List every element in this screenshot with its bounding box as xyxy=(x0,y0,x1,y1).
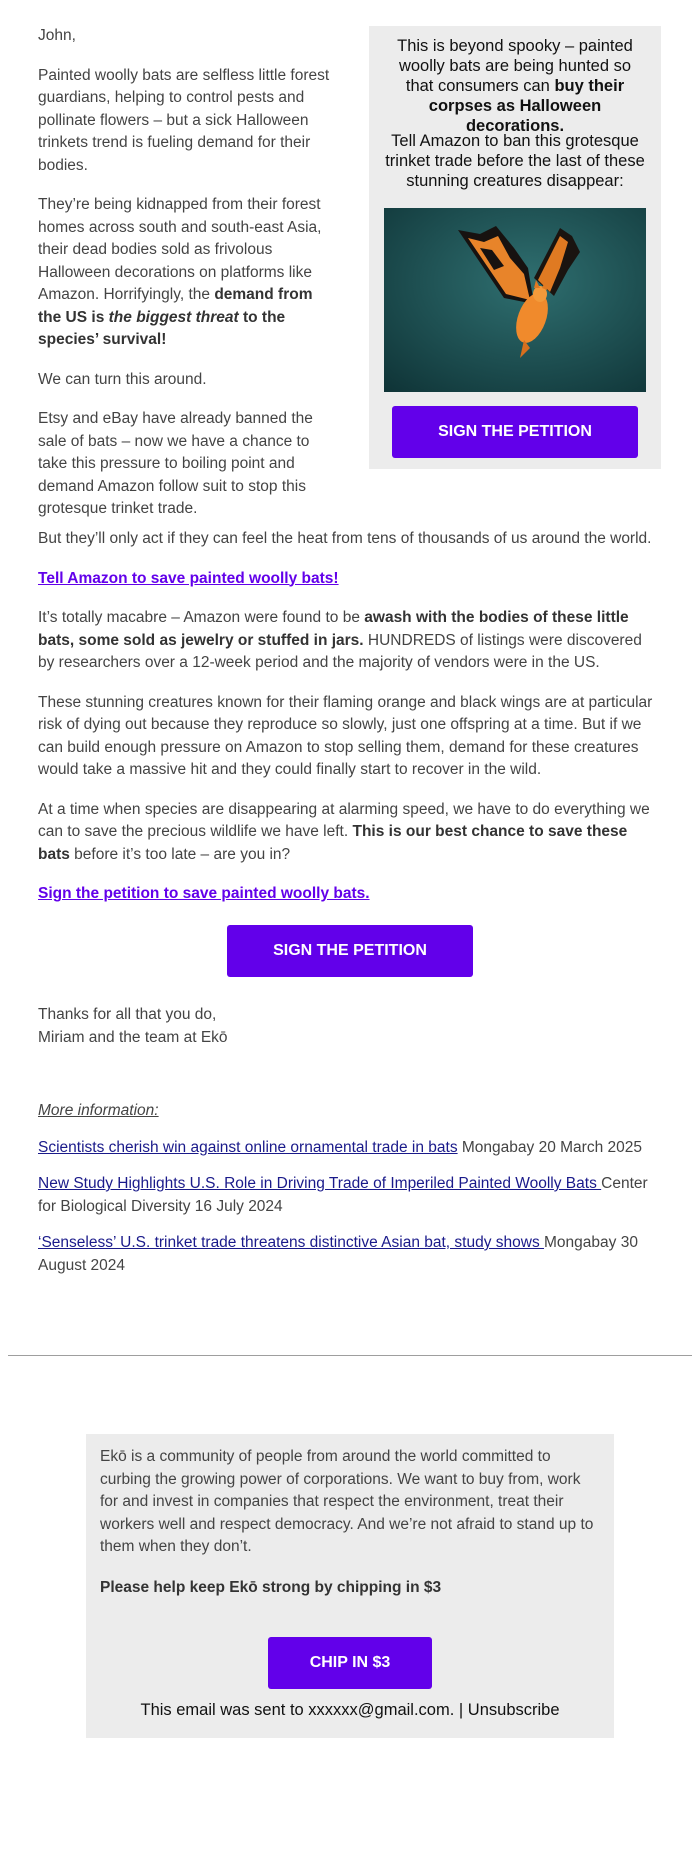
body-p4-bold: This is our best chance to save these bats xyxy=(38,823,628,863)
intro-p2-bold-italic: the biggest threat xyxy=(108,308,239,326)
body-p4-text-b: before it’s too late – are you in? xyxy=(69,845,291,863)
intro-column xyxy=(38,25,338,538)
signoff-line-2: Miriam and the team at Ekō xyxy=(38,1028,228,1046)
more-info-link-3[interactable]: ‘Senseless’ U.S. trinket trade threatens distinctive Asian bat, study shows xyxy=(38,1234,545,1251)
email-sent-notice xyxy=(86,1701,614,1720)
sidebar-text-2: Tell Amazon to ban this grotesque trinket trade before the last of these stunning creatures disappear: xyxy=(385,132,645,190)
intro-paragraph-3: We can turn this around. xyxy=(38,370,207,388)
bat-photo[interactable] xyxy=(384,208,646,392)
body-p4-text-a: At a time when species are disappearing at alarming speed, we have to do everything we can to save the precious wildlife we have left. xyxy=(38,800,650,840)
petition-sidebar xyxy=(369,26,661,469)
sent-prefix: This email was sent to xyxy=(140,1701,309,1719)
more-info-link-1[interactable]: Scientists cherish win against online ornamental trade in bats xyxy=(38,1138,458,1156)
more-info-heading xyxy=(38,1100,662,1123)
intro-paragraph-1: Painted woolly bats are selfless little forest guardians, helping to control pests and pollinate flowers – but a sick Halloween trinkets trend is fueling demand for their bodies. xyxy=(38,66,330,174)
intro-paragraph-2 xyxy=(38,194,338,352)
intro-p2-text: They’re being kidnapped from their forest homes across south and south-east Asia, their dead bodies sold as frivolous Halloween decorations on platforms like Amazon. Horrifyingly, the xyxy=(38,196,322,303)
body-paragraph-3: These stunning creatures known for their flaming orange and black wings are at particular risk of dying out because they reproduce so slowly, just one offspring at a time. But if we can build enough pressure on Amazon to stop selling them, demand for these creatures would take a massive hit and they could finally start to recover in the wild. xyxy=(38,693,653,778)
separator: | xyxy=(454,1701,468,1719)
sidebar-sign-petition-button[interactable]: SIGN THE PETITION xyxy=(392,406,638,458)
link-paragraph-2 xyxy=(38,883,662,906)
more-info-item xyxy=(38,1137,662,1160)
signoff-line-1: Thanks for all that you do, xyxy=(38,1006,217,1023)
sidebar-text-1 xyxy=(385,36,645,136)
more-information xyxy=(38,1100,662,1291)
more-info-link-2[interactable]: New Study Highlights U.S. Role in Driving Trade of Imperiled Painted Woolly Bats xyxy=(38,1175,602,1192)
more-info-source-3: Mongabay 30 August 2024 xyxy=(38,1234,638,1274)
body-paragraph-4 xyxy=(38,799,662,867)
unsubscribe-link[interactable]: Unsubscribe xyxy=(467,1701,560,1719)
intro-p2-bold-a: demand from the US is xyxy=(38,286,313,326)
footer-cta: Please help keep Ekō strong by chipping in $3 xyxy=(100,1579,442,1596)
more-info-heading-text: More information: xyxy=(38,1102,159,1119)
footer-about: Ekō is a community of people from around the world committed to curbing the growing power of corporations. We want to buy from, work for and invest in companies that respect the environment, treat their workers well and respect democracy. And we’re not afraid to stand up to them when they don’t. xyxy=(100,1448,594,1555)
body-p2-text-b: HUNDREDS of listings were discovered by researchers over a 12-week period and the majority of vendors were in the US. xyxy=(38,631,642,671)
body-p2-bold: awash with the bodies of these little bats, some sold as jewelry or stuffed in jars. xyxy=(38,609,629,649)
more-info-item xyxy=(38,1232,662,1277)
recipient-email: xxxxxx@gmail.com. xyxy=(308,1701,455,1719)
sign-petition-link[interactable]: Sign the petition to save painted woolly bats. xyxy=(38,885,370,902)
intro-paragraph-4: Etsy and eBay have already banned the sale of bats – now we have a chance to take this pressure to boiling point and demand Amazon follow suit to stop this grotesque trinket trade. xyxy=(38,410,313,517)
body-p2-text-a: It’s totally macabre – Amazon were found to be xyxy=(38,609,365,626)
bat-illustration xyxy=(384,208,646,392)
body-column xyxy=(38,528,662,923)
sidebar-text-1-bold: buy their corpses as Halloween decorations. xyxy=(428,77,625,135)
footer-panel xyxy=(86,1434,614,1738)
tell-amazon-link[interactable]: Tell Amazon to save painted woolly bats! xyxy=(38,569,339,587)
more-info-source-1: Mongabay 20 March 2025 xyxy=(457,1138,642,1156)
link-paragraph-1 xyxy=(38,568,662,591)
signoff xyxy=(38,1004,438,1049)
more-info-item xyxy=(38,1173,662,1218)
more-info-source-2: Center for Biological Diversity 16 July 2024 xyxy=(38,1175,648,1215)
greeting: John, xyxy=(38,27,76,44)
body-paragraph-1: But they’ll only act if they can feel the heat from tens of thousands of us around the world. xyxy=(38,530,652,547)
main-sign-petition-button[interactable]: SIGN THE PETITION xyxy=(227,925,473,977)
intro-p2-bold-b: to the species’ survival! xyxy=(38,308,286,348)
chip-in-button[interactable]: CHIP IN $3 xyxy=(268,1637,432,1689)
footer-divider xyxy=(8,1355,692,1356)
body-paragraph-2 xyxy=(38,607,662,675)
sidebar-text-1-a: This is beyond spooky – painted woolly bats are being hunted so that consumers can xyxy=(397,37,633,95)
